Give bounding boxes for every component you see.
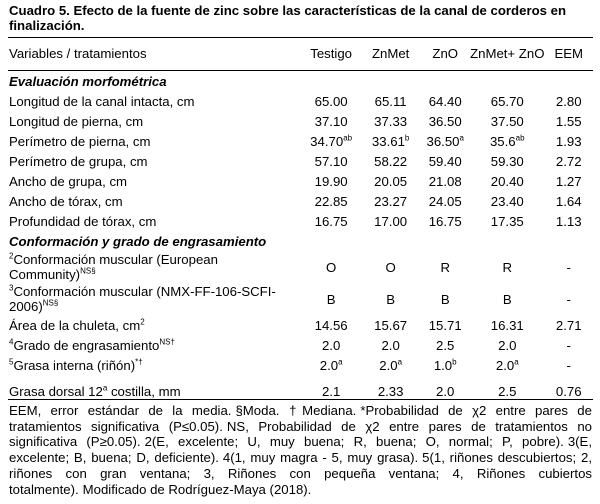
value-text: 14.56	[314, 317, 348, 333]
value-cell	[470, 251, 544, 283]
value-text: 36.50	[426, 133, 460, 149]
footnote-mark: 2	[140, 317, 145, 327]
column-header: Variables / tratamientos	[8, 38, 301, 71]
value-text: 36.50	[428, 113, 462, 129]
value-cell	[361, 375, 420, 400]
header-row	[8, 38, 593, 71]
significance-letter: a	[459, 133, 464, 143]
row-label	[8, 91, 301, 111]
value-text: 37.33	[374, 113, 408, 129]
value-cell	[470, 355, 544, 375]
row-label	[8, 251, 301, 283]
value-text: 59.40	[428, 153, 462, 169]
value-text: 2.0	[498, 337, 517, 353]
row-label-text: Longitud de pierna, cm	[9, 113, 144, 129]
table-row	[8, 211, 593, 231]
value-cell	[301, 251, 361, 283]
table-row	[8, 191, 593, 211]
value-cell	[420, 131, 470, 151]
value-cell	[470, 335, 544, 355]
row-label	[8, 315, 301, 335]
significance-letter: b	[404, 133, 410, 143]
value-cell	[301, 111, 361, 131]
value-text: 16.75	[314, 213, 348, 229]
value-cell	[361, 335, 420, 355]
row-label-text: Profundidad de tórax, cm	[9, 213, 157, 229]
value-text: O	[385, 259, 396, 275]
footnote-item: †Mediana.	[283, 403, 357, 418]
value-cell	[470, 131, 544, 151]
footnote-mark: 5	[9, 357, 14, 367]
value-text: 37.10	[314, 113, 348, 129]
column-header: ZnMet	[361, 38, 420, 71]
row-label	[8, 211, 301, 231]
table-row	[8, 315, 593, 335]
value-text: 2.5	[498, 384, 517, 399]
column-header: EEM	[544, 38, 593, 71]
value-text: 2.0	[436, 384, 455, 399]
eem-cell: 2.80	[555, 93, 582, 109]
row-label	[8, 151, 301, 171]
footnote-item: 2(E, excelente; U, muy buena; R, buena; O, normal; P, pobre).	[144, 434, 564, 450]
eem-cell: -	[566, 337, 571, 353]
value-cell	[361, 283, 420, 315]
row-label-text: costilla, mm	[107, 384, 181, 399]
value-text: 22.85	[314, 193, 348, 209]
row-label-text: Grasa interna (riñón)	[13, 357, 136, 373]
table-row	[8, 171, 593, 191]
value-text: 37.50	[490, 113, 524, 129]
value-cell	[361, 355, 420, 375]
eem-cell: 2.72	[555, 153, 582, 169]
value-cell	[470, 171, 544, 191]
value-cell	[301, 335, 361, 355]
value-text: 2.33	[377, 384, 404, 399]
row-label-text: Ancho de tórax, cm	[9, 193, 123, 209]
value-text: 2.0	[319, 357, 339, 373]
value-text: 2.0	[379, 357, 398, 373]
row-label-text: Perímetro de pierna, cm	[9, 133, 151, 149]
value-text: R	[502, 259, 513, 275]
value-text: 57.10	[314, 153, 348, 169]
row-label-text: Perímetro de grupa, cm	[9, 153, 148, 169]
table-caption: Cuadro 5. Efecto de la fuente de zinc sobre las características de la canal de corderos en finalización.	[9, 3, 567, 33]
footnote-item: *Probabilidad de χ2 entre pares de tratamientos significativa (P≤0.05).	[9, 403, 592, 434]
section-row	[8, 231, 593, 251]
carcass-table	[8, 37, 593, 400]
footnote-mark: NS†	[159, 337, 175, 347]
value-text: 2.0	[381, 337, 400, 353]
value-cell	[301, 211, 361, 231]
significance-letter: ab	[343, 133, 353, 143]
footnote-mark: 3	[9, 283, 14, 293]
value-cell	[301, 91, 361, 111]
row-label-text: Ancho de grupa, cm	[9, 173, 128, 189]
value-cell	[420, 315, 470, 335]
row-label-text: Grasa dorsal 12	[9, 384, 103, 399]
value-cell	[301, 171, 361, 191]
row-label	[8, 355, 301, 375]
row-label	[8, 191, 301, 211]
value-text: 65.11	[374, 93, 407, 109]
value-cell	[470, 283, 544, 315]
value-text: 23.40	[490, 193, 524, 209]
row-label-text: Grado de engrasamiento	[13, 337, 160, 353]
eem-cell: 1.93	[555, 133, 582, 149]
significance-letter: b	[452, 357, 457, 367]
value-text: 59.30	[490, 153, 524, 169]
value-cell	[361, 211, 420, 231]
value-cell	[361, 251, 420, 283]
value-text: 65.70	[490, 93, 524, 109]
footnote-item: 5(1, riñones descubiertos; 2, riñones con gran ventana; 3, Riñones con pequeña ventana; 4, Riñones cubiertos totalmente).	[9, 450, 592, 497]
footnote-mark: *†	[135, 357, 143, 367]
value-cell	[470, 151, 544, 171]
table-row	[8, 375, 593, 400]
value-cell	[470, 211, 544, 231]
value-text: 2.0	[495, 357, 515, 373]
eem-cell: 1.64	[555, 193, 582, 209]
footnote-mark: a	[102, 383, 108, 393]
value-cell	[470, 315, 544, 335]
value-cell	[301, 375, 361, 400]
value-text: 65.00	[314, 93, 348, 109]
eem-cell: 2.71	[555, 317, 582, 333]
value-cell	[420, 283, 470, 315]
eem-cell: 1.55	[555, 113, 582, 129]
section-row	[8, 71, 593, 92]
value-cell	[420, 171, 470, 191]
value-cell	[361, 171, 420, 191]
value-text: B	[326, 291, 336, 307]
value-text: 2.0	[321, 337, 341, 353]
value-cell	[361, 191, 420, 211]
footnote-item: NS, Probabilidad de χ2 entre pares de tratamientos no significativa (P≥0.05).	[9, 418, 592, 450]
eem-cell: 1.13	[555, 213, 582, 229]
value-cell	[361, 315, 420, 335]
eem-cell: -	[566, 357, 571, 373]
table-row	[8, 91, 593, 111]
value-text: 34.70	[310, 133, 344, 149]
value-text: 15.71	[428, 317, 462, 333]
row-label	[8, 335, 301, 355]
value-cell	[301, 355, 361, 375]
value-text: 16.75	[428, 213, 462, 229]
column-header: Testigo	[301, 38, 361, 71]
footnote-item: 3(E, excelente; B, buena; D, deficiente).	[9, 434, 592, 466]
value-cell	[420, 211, 470, 231]
value-text: 1.0	[433, 357, 453, 373]
value-cell	[420, 191, 470, 211]
eem-cell: 1.27	[555, 173, 582, 189]
value-text: 58.22	[374, 153, 408, 169]
value-cell	[301, 151, 361, 171]
value-cell	[470, 191, 544, 211]
significance-letter: ab	[515, 133, 525, 143]
row-label	[8, 171, 301, 191]
value-text: 17.00	[374, 213, 408, 229]
row-label-text: Conformación muscular (European Community)	[9, 252, 218, 282]
significance-letter: a	[397, 357, 403, 367]
table-row	[8, 283, 593, 315]
value-text: 20.40	[490, 173, 524, 189]
table-footnote	[9, 403, 592, 497]
footnote-mark: 2	[9, 251, 14, 261]
row-label-text: Área de la chuleta, cm	[9, 317, 141, 333]
value-cell	[470, 375, 544, 400]
value-text: 20.05	[374, 173, 408, 189]
table-row	[8, 335, 593, 355]
value-cell	[470, 111, 544, 131]
value-cell	[301, 131, 361, 151]
row-label	[8, 111, 301, 131]
column-header: ZnO	[420, 38, 470, 71]
footnote-mark: NS§	[42, 298, 59, 308]
section-title: Evaluación morfométrica	[9, 73, 167, 89]
value-cell	[470, 91, 544, 111]
significance-letter: a	[338, 357, 343, 367]
row-label	[8, 375, 301, 400]
row-label	[8, 283, 301, 315]
value-text: 2.5	[436, 337, 455, 353]
value-cell	[361, 131, 420, 151]
eem-cell: -	[566, 291, 571, 307]
value-text: B	[502, 291, 512, 307]
footnote-item: §Moda.	[235, 403, 280, 418]
value-text: 17.35	[490, 213, 524, 229]
row-label	[8, 131, 301, 151]
value-cell	[301, 315, 361, 335]
value-text: 15.67	[374, 317, 408, 333]
value-text: 33.61	[371, 133, 405, 149]
value-text: 2.1	[321, 384, 341, 399]
value-text: R	[440, 259, 450, 275]
value-text: 23.27	[374, 193, 408, 209]
section-title: Conformación y grado de engrasamiento	[9, 233, 267, 249]
value-cell	[301, 283, 361, 315]
value-text: 64.40	[428, 93, 462, 109]
value-cell	[361, 111, 420, 131]
footnote-item: Modificado de Rodríguez-Maya (2018).	[82, 481, 312, 497]
footnote-item: EEM, error estándar de la media.	[9, 403, 232, 418]
row-label-text: Conformación muscular (NMX-FF-106-SCFI-2006)	[9, 284, 276, 314]
value-text: B	[440, 291, 450, 307]
eem-cell: -	[566, 259, 571, 275]
row-label-text: Longitud de la canal intacta, cm	[9, 93, 195, 109]
value-text: 35.6	[489, 133, 516, 149]
value-cell	[420, 335, 470, 355]
value-cell	[301, 191, 361, 211]
value-text: 16.31	[490, 317, 524, 333]
significance-letter: a	[514, 357, 519, 367]
value-cell	[420, 355, 470, 375]
table-row	[8, 355, 593, 375]
value-cell	[361, 91, 420, 111]
value-text: 21.08	[428, 173, 462, 189]
value-text: O	[326, 259, 337, 275]
table-row	[8, 251, 593, 283]
value-cell	[420, 91, 470, 111]
footnote-mark: 4	[9, 337, 14, 347]
footnote-mark: NS§	[80, 266, 96, 276]
value-cell	[420, 111, 470, 131]
value-cell	[420, 251, 470, 283]
table-row	[8, 151, 593, 171]
table-row	[8, 131, 593, 151]
value-cell	[420, 151, 470, 171]
footnote-item: 4(1, muy magra - 5, muy grasa).	[222, 450, 419, 466]
table-row	[8, 111, 593, 131]
value-text: 24.05	[428, 193, 462, 209]
eem-cell: 0.76	[544, 375, 593, 400]
column-header: ZnMet+ ZnO	[470, 38, 544, 71]
value-text: 19.90	[314, 173, 348, 189]
value-cell	[420, 375, 470, 400]
value-text: B	[386, 291, 396, 307]
value-cell	[361, 151, 420, 171]
